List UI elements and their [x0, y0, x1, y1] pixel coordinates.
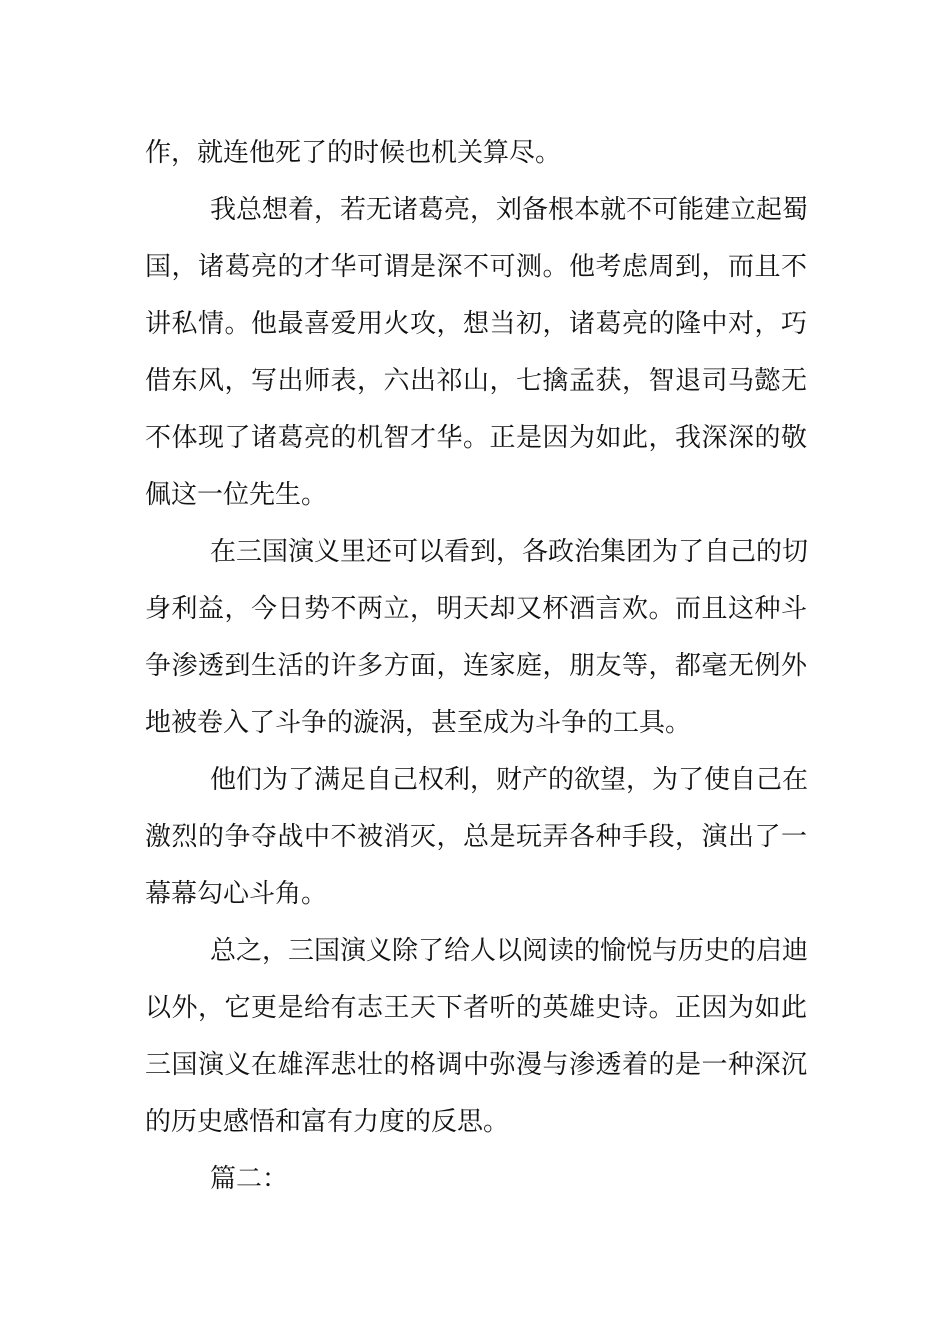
text-line: 幕幕勾心斗角。: [145, 879, 328, 909]
text-line: 激烈的争夺战中不被消灭，总是玩弄各种手段，演出了一: [145, 822, 807, 852]
text-line: 地被卷入了斗争的漩涡，甚至成为斗争的工具。: [145, 708, 692, 738]
text-line: 作，就连他死了的时候也机关算尽。: [145, 138, 562, 168]
text-line: 我总想着，若无诸葛亮，刘备根本就不可能建立起蜀: [210, 195, 809, 225]
text-line: 身利益，今日势不两立，明天却又杯酒言欢。而且这种斗: [145, 594, 807, 624]
text-line: 的历史感悟和富有力度的反思。: [145, 1107, 510, 1137]
text-line: 在三国演义里还可以看到，各政治集团为了自己的切: [210, 537, 809, 567]
text-line: 佩这一位先生。: [145, 480, 328, 510]
section-heading: 篇二：: [210, 1164, 289, 1194]
text-line: 总之，三国演义除了给人以阅读的愉悦与历史的启迪: [210, 936, 809, 966]
text-line: 讲私情。他最喜爱用火攻，想当初，诸葛亮的隆中对，巧: [145, 309, 807, 339]
text-line: 以外，它更是给有志王天下者听的英雄史诗。正因为如此: [145, 993, 807, 1023]
text-line: 三国演义在雄浑悲壮的格调中弥漫与渗透着的是一种深沉: [145, 1050, 807, 1080]
text-line: 国，诸葛亮的才华可谓是深不可测。他考虑周到，而且不: [145, 252, 807, 282]
text-line: 争渗透到生活的许多方面，连家庭，朋友等，都毫无例外: [145, 651, 807, 681]
text-line: 不体现了诸葛亮的机智才华。正是因为如此，我深深的敬: [145, 423, 807, 453]
text-line: 他们为了满足自己权利，财产的欲望，为了使自己在: [210, 765, 809, 795]
text-line: 借东风，写出师表，六出祁山，七擒孟获，智退司马懿无: [145, 366, 807, 396]
